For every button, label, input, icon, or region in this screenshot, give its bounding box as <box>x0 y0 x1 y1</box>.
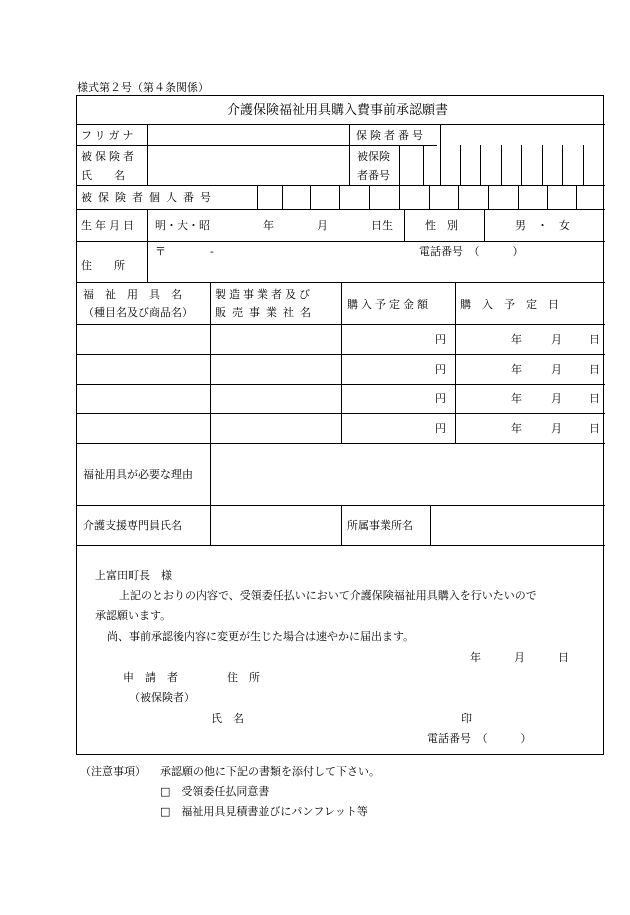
notes-label: （注意事項） <box>80 765 146 778</box>
insured-number-label: 被保険 <box>357 150 390 163</box>
price-unit: 円 <box>435 422 446 435</box>
col-date: 購 入 予 定 日 <box>460 298 559 311</box>
insured-number-label-2: 者番号 <box>357 169 390 182</box>
col-maker: 製造事業者及び <box>215 288 313 301</box>
insured-name-label-2: 氏 名 <box>81 169 125 182</box>
birth-date-label: 生年月日 <box>81 219 137 232</box>
furigana-label: フリガナ <box>81 129 137 142</box>
reason-label: 福祉用具が必要な理由 <box>83 468 193 481</box>
insurer-number-label: 保険者番号 <box>356 129 426 142</box>
notes-item-1: □ 受領委任払同意書 <box>160 785 270 798</box>
era-options: 明・大・昭 <box>155 219 210 232</box>
request-body-3: 尚、事前承認後内容に変更が生じた場合は速やかに届出ます。 <box>107 630 415 643</box>
care-manager-label: 介護支援専門員氏名 <box>83 519 182 532</box>
application-date: 年 月 日 <box>470 651 569 664</box>
applicant-phone: 電話番号 （ ） <box>427 732 532 745</box>
birth-month-unit: 月 <box>317 219 328 232</box>
date-year: 年 <box>511 333 522 346</box>
notes-intro: 承認願の他に下記の書類を添付して下さい。 <box>160 765 380 778</box>
form-number-label: 様式第２号（第４条関係） <box>77 81 209 94</box>
application-form <box>76 95 604 755</box>
birth-day-unit: 日生 <box>371 219 393 232</box>
seal-mark: 印 <box>461 712 472 725</box>
form-title: 介護保険福祉用具購入費事前承認願書 <box>227 103 449 118</box>
office-label: 所属事業所名 <box>347 519 413 532</box>
col-price: 購入予定金額 <box>347 298 431 311</box>
date-day: 日 <box>589 333 600 346</box>
col-item-name-sub: （種目名及び商品名） <box>83 306 193 319</box>
phone-label: 電話番号 （ ） <box>419 245 524 258</box>
gender-options: 男 ・ 女 <box>515 219 570 232</box>
date-day: 日 <box>589 392 600 405</box>
address-label: 住 所 <box>81 259 125 272</box>
date-year: 年 <box>511 422 522 435</box>
date-year: 年 <box>511 392 522 405</box>
request-body-2: 承認願います。 <box>95 609 172 622</box>
insured-name-label: 被保険者 <box>81 150 137 163</box>
date-month: 月 <box>551 333 562 346</box>
personal-number-label: 被保険者個人番号 <box>81 191 217 204</box>
date-day: 日 <box>589 422 600 435</box>
applicant-sub-label: （被保険者） <box>129 691 195 704</box>
date-month: 月 <box>551 392 562 405</box>
notes-item-2: □ 福祉用具見積書並びにパンフレット等 <box>160 805 368 818</box>
date-day: 日 <box>589 363 600 376</box>
date-month: 月 <box>551 363 562 376</box>
price-unit: 円 <box>435 392 446 405</box>
postal-code: 〒 - <box>155 245 214 258</box>
applicant-name-label: 氏 名 <box>211 712 244 725</box>
addressee: 上富田町長 様 <box>95 569 172 582</box>
applicant-address-label: 住 所 <box>227 671 260 684</box>
birth-year-unit: 年 <box>263 219 274 232</box>
date-year: 年 <box>511 363 522 376</box>
col-maker-sub: 販売事業社名 <box>215 306 317 319</box>
col-item-name: 福 祉 用 具 名 <box>83 288 182 301</box>
gender-label: 性 別 <box>425 219 458 232</box>
applicant-label: 申 請 者 <box>123 671 178 684</box>
price-unit: 円 <box>435 363 446 376</box>
date-month: 月 <box>551 422 562 435</box>
request-body-1: 上記のとおりの内容で、受領委任払いにおいて介護保険福祉用具購入を行いたいので <box>119 589 537 602</box>
price-unit: 円 <box>435 333 446 346</box>
